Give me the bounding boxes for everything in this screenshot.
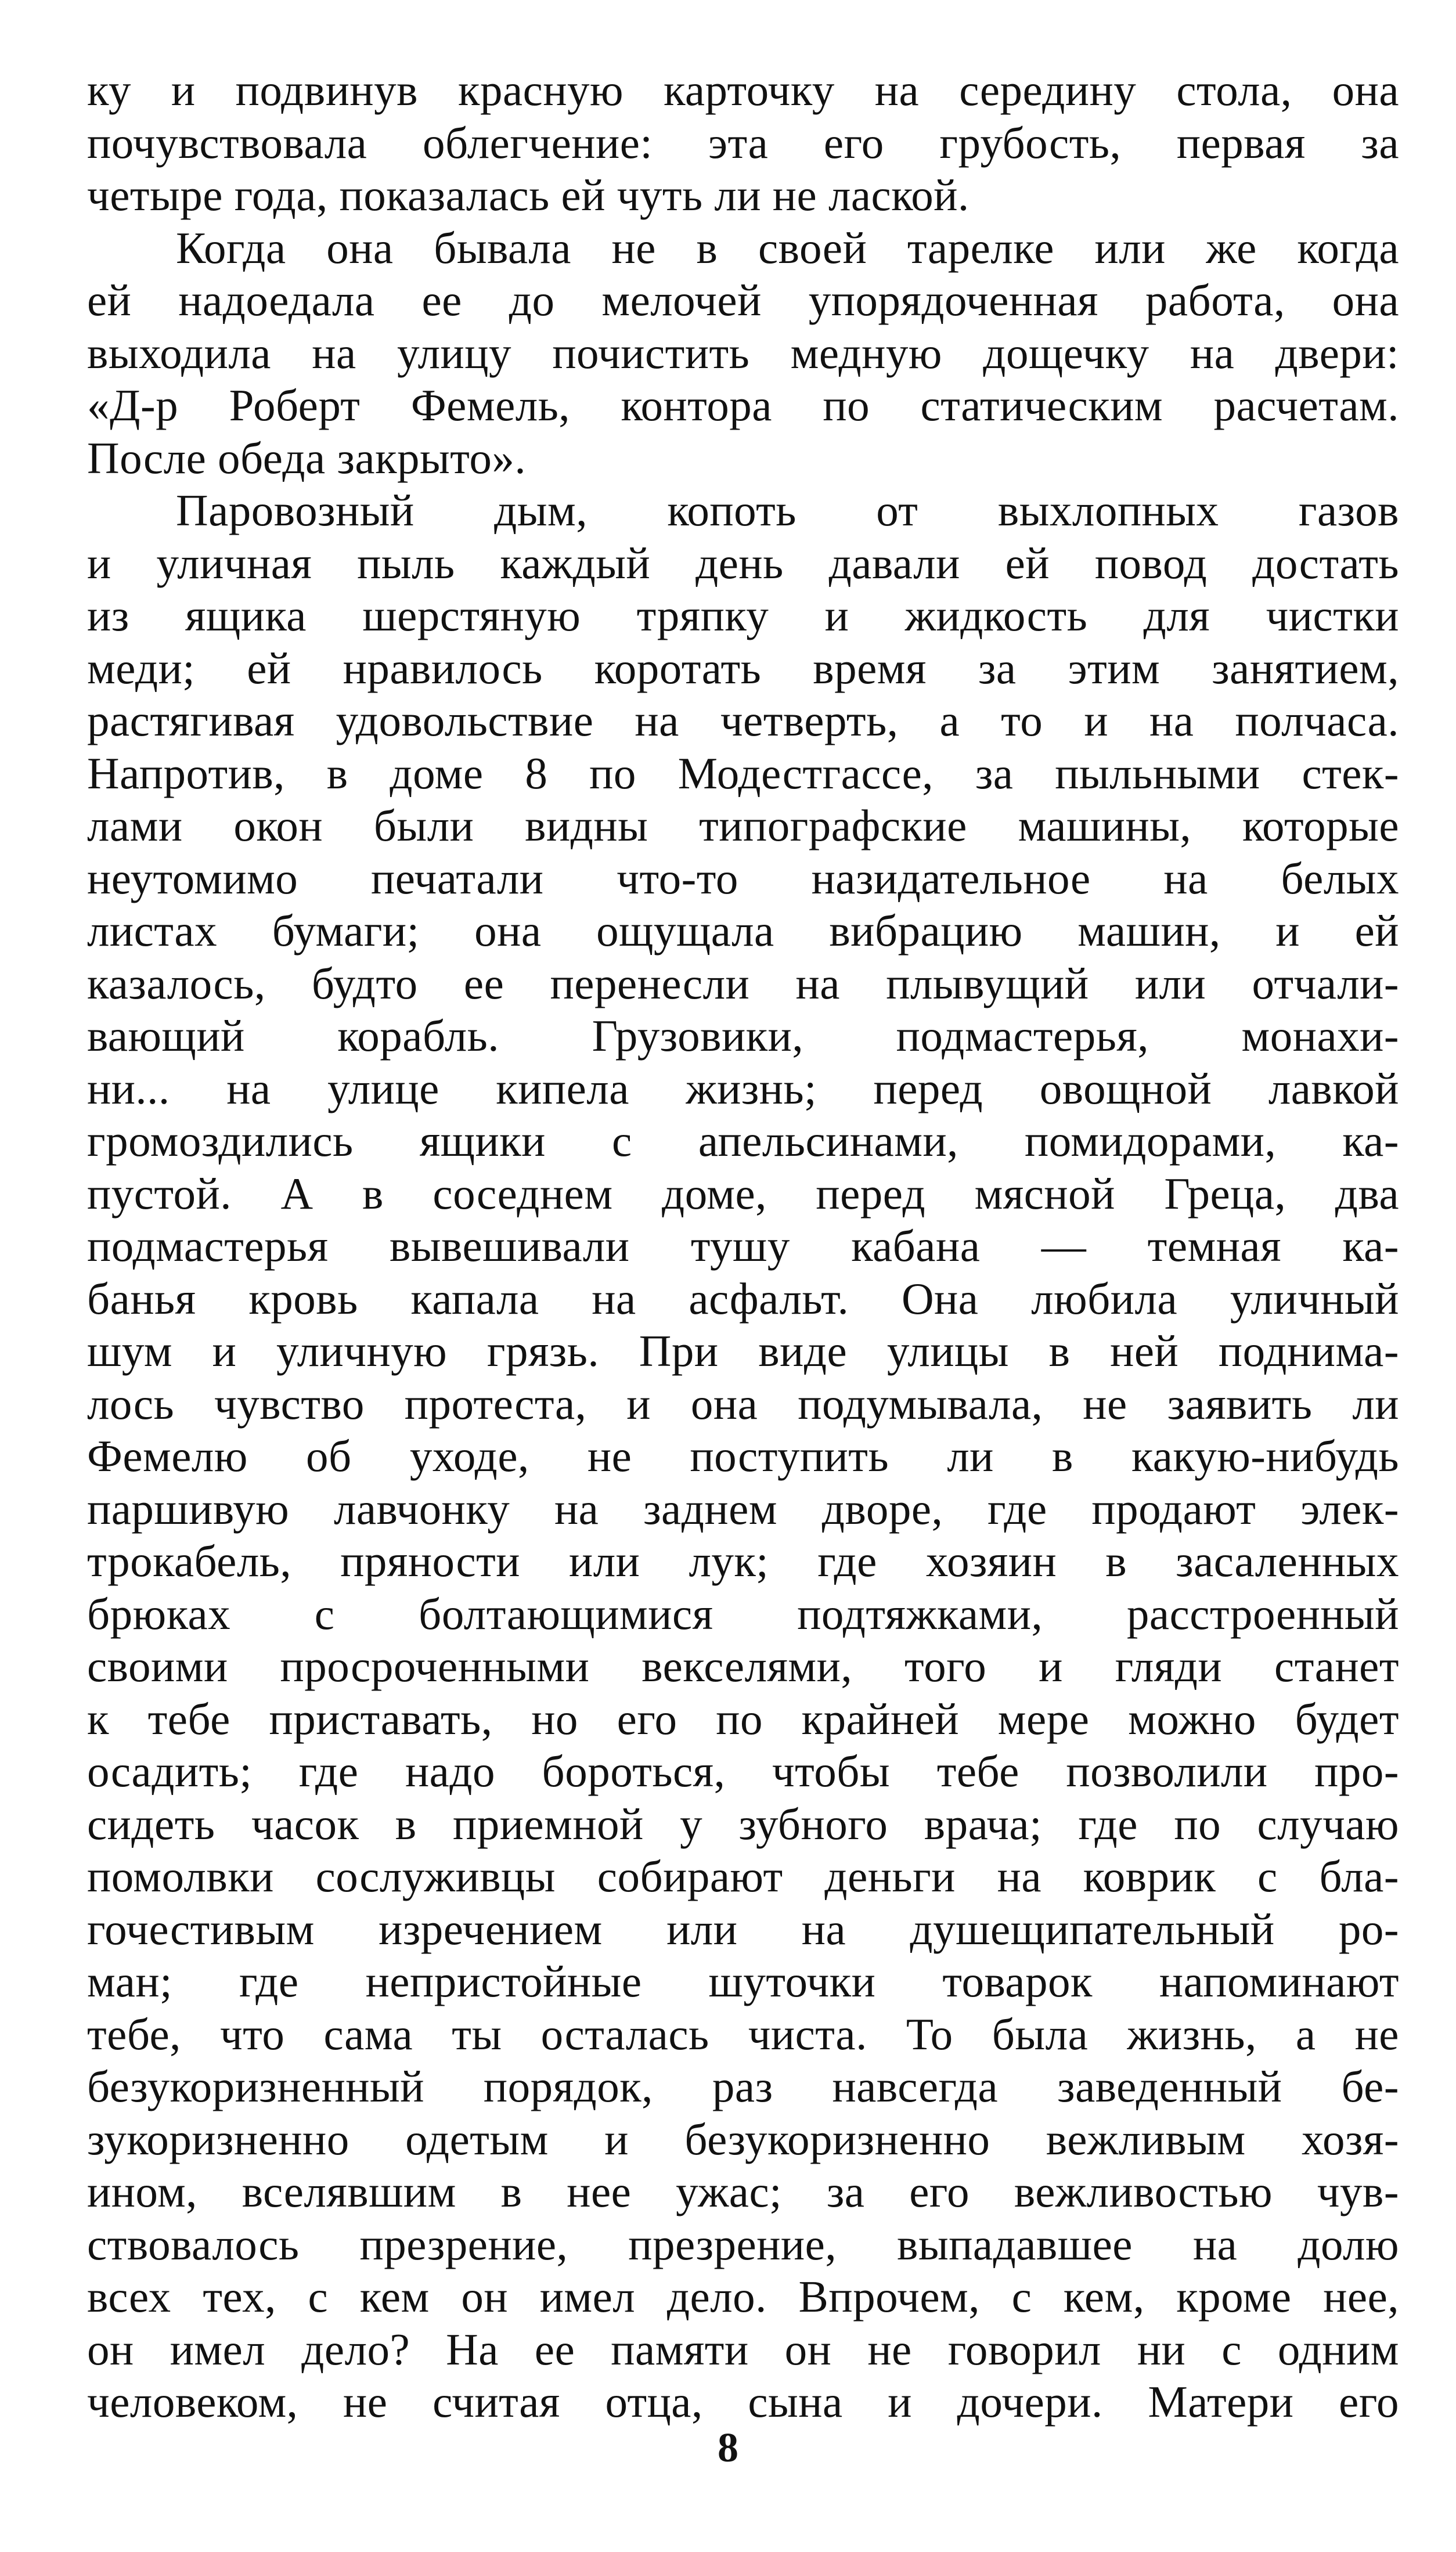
body-text (87, 64, 1399, 2428)
text-line: помолвки сослуживцы собирают деньги на коврик с бла- (87, 1851, 1399, 1901)
text-line: гочестивым изречением или на душещипательный ро- (87, 1904, 1399, 1954)
text-line: к тебе приставать, но его по крайней мере можно будет (87, 1693, 1399, 1744)
text-line: ей надоедала ее до мелочей упорядоченная работа, она (87, 275, 1399, 325)
text-line: зукоризненно одетым и безукоризненно вежливым хозя- (87, 2114, 1399, 2164)
text-line: Фемелю об уходе, не поступить ли в какую-нибудь (87, 1431, 1399, 1481)
text-line: человеком, не считая отца, сына и дочери. Матери его (87, 2377, 1399, 2427)
text-line: всех тех, с кем он имел дело. Впрочем, с кем, кроме нее, (87, 2272, 1399, 2322)
text-line: почувствовала облегчение: эта его грубость, первая за (87, 117, 1399, 168)
text-line: осадить; где надо бороться, чтобы тебе позволили про- (87, 1746, 1399, 1796)
text-line: он имел дело? На ее памяти он не говорил ни с одним (87, 2324, 1399, 2374)
text-line: «Д-р Роберт Фемель, контора по статическим расчетам. (87, 380, 1399, 430)
text-line: тебе, что сама ты осталась чиста. То была жизнь, а не (87, 2009, 1399, 2059)
text-line: лось чувство протеста, и она подумывала, не заявить ли (87, 1378, 1399, 1429)
text-line: лами окон были видны типографские машины, которые (87, 801, 1399, 850)
text-line: выходила на улицу почистить медную дощечку на двери: (87, 327, 1399, 378)
text-line: четыре года, показалась ей чуть ли не лаской. (87, 170, 970, 220)
text-line: своими просроченными векселями, того и гляди станет (87, 1641, 1399, 1691)
text-line: трокабель, пряности или лук; где хозяин в засаленных (87, 1536, 1399, 1586)
text-line: ином, вселявшим в нее ужас; за его вежливостью чув- (87, 2167, 1399, 2216)
text-line: и уличная пыль каждый день давали ей повод достать (87, 538, 1399, 588)
text-line: ман; где непристойные шуточки товарок напоминают (87, 1956, 1399, 2006)
text-line: паршивую лавчонку на заднем дворе, где продают элек- (87, 1483, 1399, 1534)
text-line: подмастерья вывешивали тушу кабана — темная ка- (87, 1221, 1399, 1271)
text-line: листах бумаги; она ощущала вибрацию машин, и ей (87, 906, 1399, 956)
text-line: из ящика шерстяную тряпку и жидкость для чистки (87, 590, 1399, 640)
text-line: громоздились ящики с апельсинами, помидорами, ка- (87, 1116, 1399, 1166)
text-line: брюках с болтающимися подтяжками, расстроенный (87, 1588, 1399, 1639)
text-line: ку и подвинув красную карточку на середину стола, она (87, 65, 1399, 115)
text-line: После обеда закрыто». (87, 432, 527, 483)
text-line: неутомимо печатали что-то назидательное на белых (87, 853, 1399, 903)
page-number: 8 (718, 2424, 738, 2471)
text-line: казалось, будто ее перенесли на плывущий или отчали- (87, 958, 1399, 1008)
text-line: меди; ей нравилось коротать время за этим занятием, (87, 643, 1399, 693)
text-line: Паровозный дым, копоть от выхлопных газов (176, 485, 1399, 535)
text-line: пустой. А в соседнем доме, перед мясной Греца, два (87, 1168, 1399, 1219)
text-line: безукоризненный порядок, раз навсегда заведенный бе- (87, 2061, 1399, 2111)
text-line: ствовалось презрение, презрение, выпадавшее на долю (87, 2219, 1399, 2269)
text-line: Напротив, в доме 8 по Модестгассе, за пыльными стек- (87, 748, 1399, 798)
text-line: Когда она бывала не в своей тарелке или же когда (176, 222, 1399, 273)
text-line: банья кровь капала на асфальт. Она любила уличный (87, 1273, 1399, 1324)
text-line: растягивая удовольствие на четверть, а то и на полчаса. (87, 695, 1399, 745)
text-line: шум и уличную грязь. При виде улицы в ней поднима- (87, 1326, 1399, 1376)
text-line: вающий корабль. Грузовики, подмастерья, монахи- (87, 1011, 1399, 1061)
text-line: сидеть часок в приемной у зубного врача; где по случаю (87, 1798, 1399, 1849)
text-line: ни... на улице кипела жизнь; перед овощной лавкой (87, 1063, 1399, 1113)
